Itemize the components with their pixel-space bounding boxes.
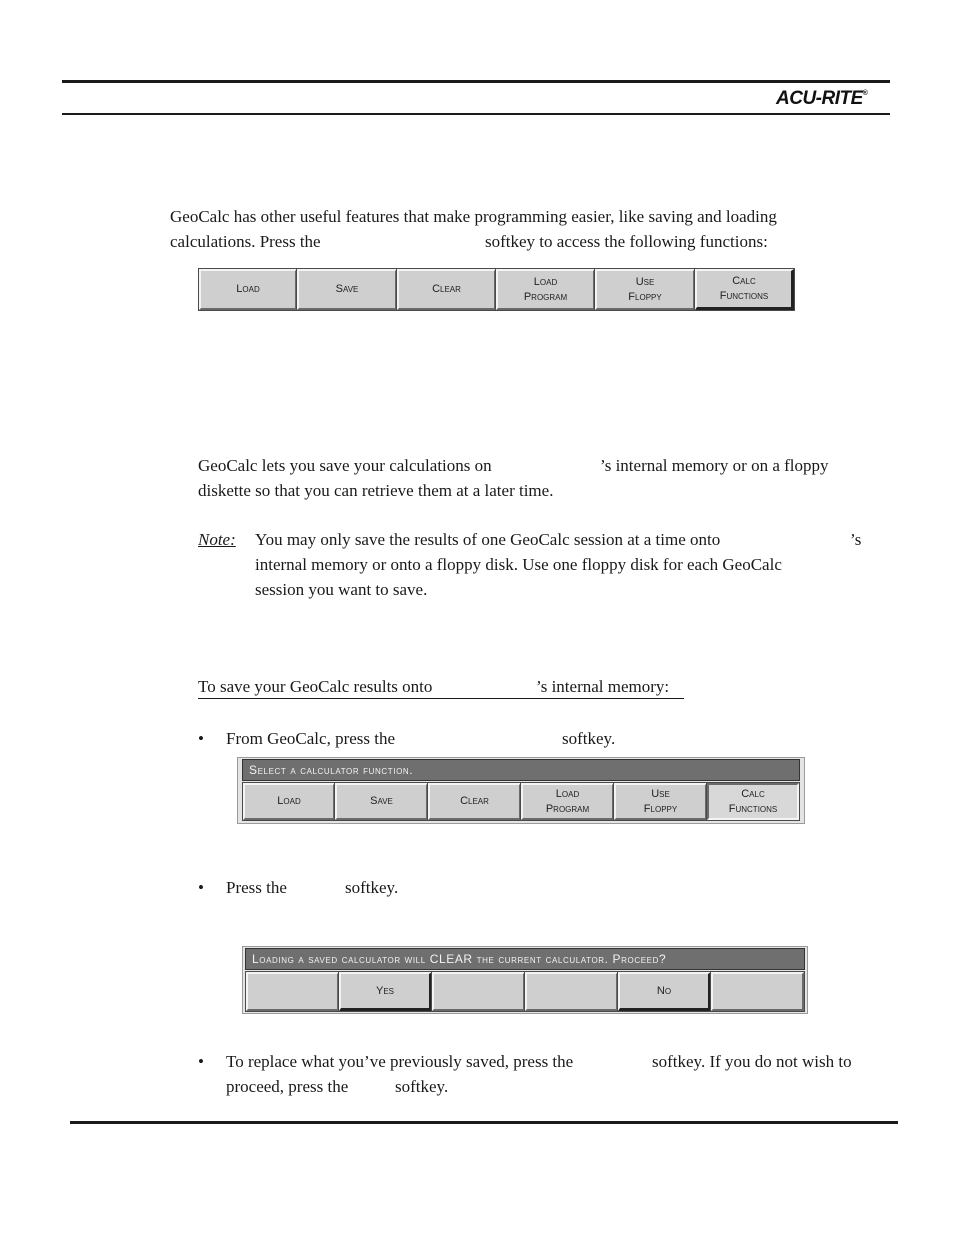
screen-select-function (237, 757, 805, 824)
note-line-2: internal memory or onto a floppy disk. Use one floppy disk for each GeoCalc (255, 555, 782, 574)
procedure-heading: To save your GeoCalc results onto ’s internal memory: (198, 676, 684, 699)
footer-rule (70, 1121, 898, 1124)
screen-1-softkey-save[interactable]: Save (335, 783, 428, 820)
screen-1-softkey-use-floppy[interactable]: Use Floppy (614, 783, 707, 820)
intro-line-1: GeoCalc has other useful features that make programming easier, like saving and loading (170, 207, 777, 226)
softkey-use-floppy[interactable]: Use Floppy (595, 269, 695, 310)
bullet-1-text-a: From GeoCalc, press the (226, 729, 396, 748)
screen-2-softkey-blank-6[interactable] (711, 972, 804, 1011)
bullet-3-line-2a: proceed, press the (226, 1077, 349, 1096)
bullet-3-line-1a: To replace what you’ve previously saved, press the (226, 1052, 574, 1071)
softkey-load[interactable]: Load (199, 269, 297, 310)
screen-2-softkey-blank-3[interactable] (432, 972, 525, 1011)
screen-1-prompt: Select a calculator function. (242, 759, 800, 781)
main-softkey-bar (199, 269, 794, 310)
softkey-save[interactable]: Save (297, 269, 397, 310)
screen-confirm-load (242, 946, 808, 1014)
bullet-1-glyph: • (198, 729, 204, 748)
intro-line-2b: softkey to access the following functions: (485, 232, 768, 251)
intro-line-2a: calculations. Press the (170, 232, 321, 251)
bullet-3-glyph: • (198, 1052, 204, 1071)
screen-1-softkeys (243, 783, 799, 820)
screen-2-softkeys (246, 972, 804, 1011)
bullet-2-text-a: Press the (226, 878, 287, 897)
screen-1-softkey-load-program[interactable]: Load Program (521, 783, 614, 820)
bullet-2-glyph: • (198, 878, 204, 897)
header-top-rule (62, 80, 890, 83)
save-p1-line-1a: GeoCalc lets you save your calculations on (198, 456, 492, 475)
note-line-3: session you want to save. (255, 580, 428, 599)
softkey-calc-functions[interactable]: Calc Functions (695, 269, 794, 310)
bullet-2-text-b: softkey. (345, 878, 399, 897)
note-line-1b: ’s (850, 530, 862, 549)
note-line-1a: You may only save the results of one GeoCalc session at a time onto (255, 530, 721, 549)
bullet-3-line-1b: softkey. If you do not wish to (652, 1052, 852, 1071)
save-p1-line-1b: ’s internal memory or on a floppy (600, 456, 829, 475)
screen-2-softkey-yes[interactable]: Yes (339, 972, 432, 1011)
acu-rite-logo: ACU-RITE® (776, 88, 868, 109)
bullet-1-text-b: softkey. (562, 729, 616, 748)
screen-1-softkey-calc-functions[interactable]: Calc Functions (707, 783, 799, 820)
note-label: Note: (198, 530, 236, 549)
header-bottom-rule (62, 113, 890, 115)
save-p1-line-2: diskette so that you can retrieve them at a later time. (198, 481, 554, 500)
softkey-load-program[interactable]: Load Program (496, 269, 595, 310)
screen-2-prompt: Loading a saved calculator will CLEAR the current calculator. Proceed? (245, 948, 805, 970)
screen-2-softkey-blank-4[interactable] (525, 972, 618, 1011)
screen-1-softkey-load[interactable]: Load (243, 783, 335, 820)
screen-2-softkey-no[interactable]: No (618, 972, 711, 1011)
screen-2-softkey-blank-1[interactable] (246, 972, 339, 1011)
softkey-clear[interactable]: Clear (397, 269, 496, 310)
screen-1-softkey-clear[interactable]: Clear (428, 783, 521, 820)
bullet-3-line-2b: softkey. (395, 1077, 449, 1096)
